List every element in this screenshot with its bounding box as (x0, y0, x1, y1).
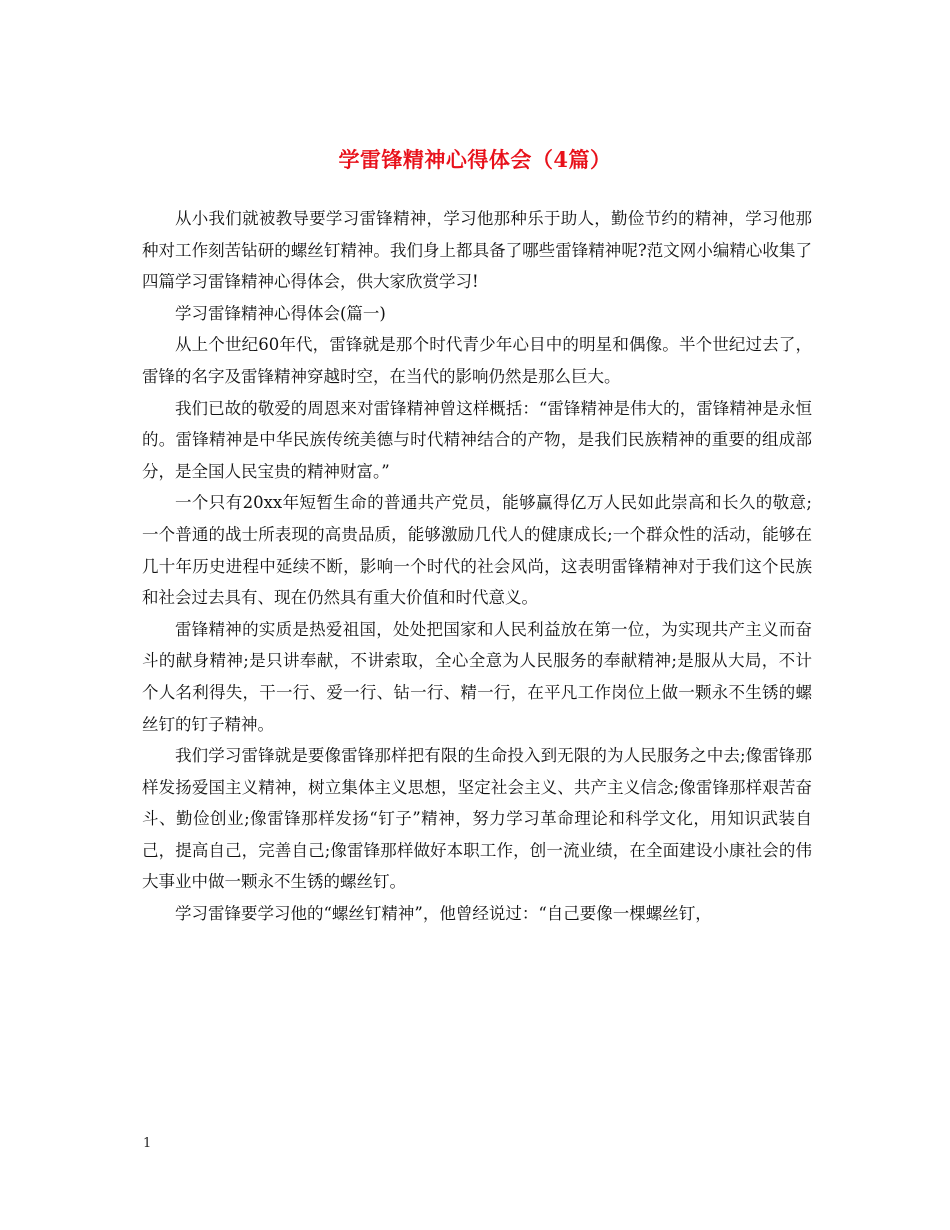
paragraph: 从上个世纪60年代，雷锋就是那个时代青少年心目中的明星和偶像。半个世纪过去了，雷锋的名字及雷锋精神穿越时空，在当代的影响仍然是那么巨大。 (142, 335, 812, 386)
page-number: 1 (143, 1136, 152, 1151)
document-body (142, 203, 812, 930)
paragraph-intro: 从小我们就被教导要学习雷锋精神，学习他那种乐于助人，勤俭节约的精神，学习他那种对工作刻苦钻研的螺丝钉精神。我们身上都具备了哪些雷锋精神呢?范文网小编精心收集了四篇学习雷锋精神心得体会，供大家欣赏学习! (142, 209, 812, 292)
section-heading: 学习雷锋精神心得体会(篇一) (175, 303, 386, 323)
paragraph: 雷锋精神的实质是热爱祖国，处处把国家和人民利益放在第一位，为实现共产主义而奋斗的献身精神;是只讲奉献，不讲索取，全心全意为人民服务的奉献精神;是服从大局，不计个人名利得失，干一行、爱一行、钻一行、精一行，在平凡工作岗位上做一颗永不生锈的螺丝钉的钉子精神。 (142, 619, 812, 734)
paragraph: 一个只有20xx年短暂生命的普通共产党员，能够赢得亿万人民如此崇高和长久的敬意;一个普通的战士所表现的高贵品质，能够激励几代人的健康成长;一个群众性的活动，能够在几十年历史进程中延续不断，影响一个时代的社会风尚，这表明雷锋精神对于我们这个民族和社会过去具有、现在仍然具有重大价值和时代意义。 (142, 493, 812, 608)
document-title: 学雷锋精神心得体会（4篇） (338, 147, 612, 173)
paragraph: 学习雷锋要学习他的“螺丝钉精神”，他曾经说过：“自己要像一棵螺丝钉， (175, 904, 712, 924)
paragraph: 我们已故的敬爱的周恩来对雷锋精神曾这样概括：“雷锋精神是伟大的，雷锋精神是永恒的。雷锋精神是中华民族传统美德与时代精神结合的产物，是我们民族精神的重要的组成部分，是全国人民宝贵的精神财富。” (142, 398, 812, 481)
paragraph: 我们学习雷锋就是要像雷锋那样把有限的生命投入到无限的为人民服务之中去;像雷锋那样发扬爱国主义精神，树立集体主义思想，坚定社会主义、共产主义信念;像雷锋那样艰苦奋斗、勤俭创业;像雷锋那样发扬“钉子”精神，努力学习革命理论和科学文化，用知识武装自己，提高自己，完善自己;像雷锋那样做好本职工作，创一流业绩，在全面建设小康社会的伟大事业中做一颗永不生锈的螺丝钉。 (142, 746, 812, 892)
